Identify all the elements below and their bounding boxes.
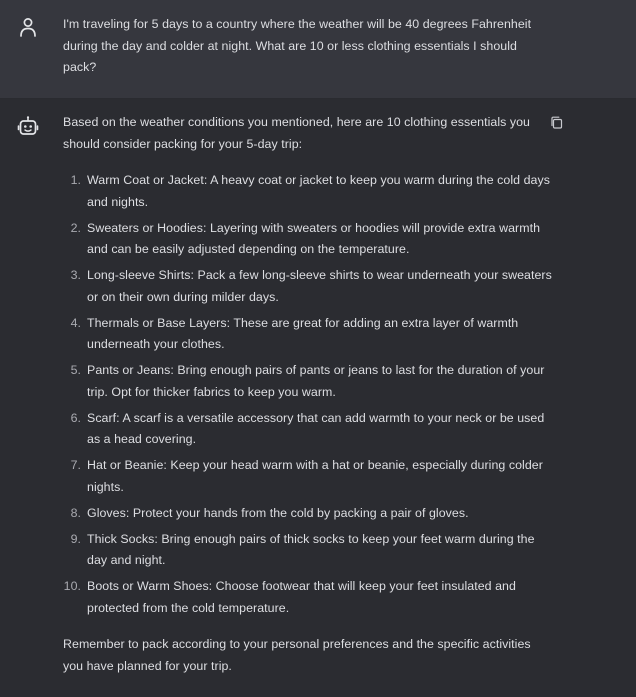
list-item-number: 9. (70, 531, 81, 546)
copy-icon[interactable] (550, 116, 563, 129)
list-item-text: Hat or Beanie: Keep your head warm with a hat or beanie, especially during colder nights. (87, 458, 543, 494)
list-item-text: Scarf: A scarf is a versatile accessory that can add warmth to your neck or be used as a head covering. (87, 410, 545, 446)
list-item-number: 4. (70, 315, 81, 330)
list-item (63, 455, 553, 498)
list-item-text: Pants or Jeans: Bring enough pairs of pants or jeans to last for the duration of your trip. Opt for thicker fabrics to keep you warm. (87, 363, 545, 399)
list-item (63, 503, 553, 525)
response-intro: Based on the weather conditions you mentioned, here are 10 clothing essentials you should consider packing for your 5-day trip: (63, 115, 530, 151)
assistant-message-text (63, 112, 552, 677)
list-item-text: Long-sleeve Shirts: Pack a few long-sleeve shirts to wear underneath your sweaters or on their own during milder days. (87, 268, 552, 304)
list-item-number: 10. (63, 579, 81, 593)
list-item-number: 6. (70, 410, 81, 425)
list-item-number: 7. (70, 458, 81, 472)
list-item-text: Sweaters or Hoodies: Layering with sweaters or hoodies will provide extra warmth and can be easily adjusted depending on the temperature. (87, 220, 541, 256)
list-item-number: 3. (70, 268, 81, 282)
list-item-number: 5. (70, 363, 81, 377)
list-item-text: Warm Coat or Jacket: A heavy coat or jacket to keep you warm during the cold days and nights. (87, 173, 550, 209)
list-item (63, 170, 553, 213)
list-item-text: Thick Socks: Bring enough pairs of thick socks to keep your feet warm during the day and night. (87, 531, 535, 567)
list-item (63, 576, 553, 619)
list-item-text: Gloves: Protect your hands from the cold by packing a pair of gloves. (87, 505, 469, 520)
list-item-text: Boots or Warm Shoes: Choose footwear that will keep your feet insulated and protected from the cold temperature. (87, 579, 516, 615)
response-outro: Remember to pack according to your personal preferences and the specific activities you have planned for your trip. (63, 637, 531, 673)
list-item (63, 408, 553, 451)
list-item (63, 313, 553, 356)
essentials-list (63, 170, 552, 619)
list-item (63, 529, 553, 572)
user-message-text: I'm traveling for 5 days to a country where the weather will be 40 degrees Fahrenheit during the day and colder at night. What are 10 or less clothing essentials I should pack? (63, 17, 532, 74)
list-item-number: 8. (70, 505, 81, 520)
user-icon (16, 15, 40, 39)
list-item-number: 1. (70, 173, 81, 187)
list-item-text: Thermals or Base Layers: These are great for adding an extra layer of warmth underneath your clothes. (87, 315, 519, 351)
assistant-message (0, 99, 636, 697)
list-item (63, 218, 553, 261)
user-message (0, 0, 636, 99)
list-item-number: 2. (70, 220, 81, 235)
robot-icon (16, 115, 40, 139)
list-item (63, 265, 553, 308)
list-item (63, 360, 553, 403)
